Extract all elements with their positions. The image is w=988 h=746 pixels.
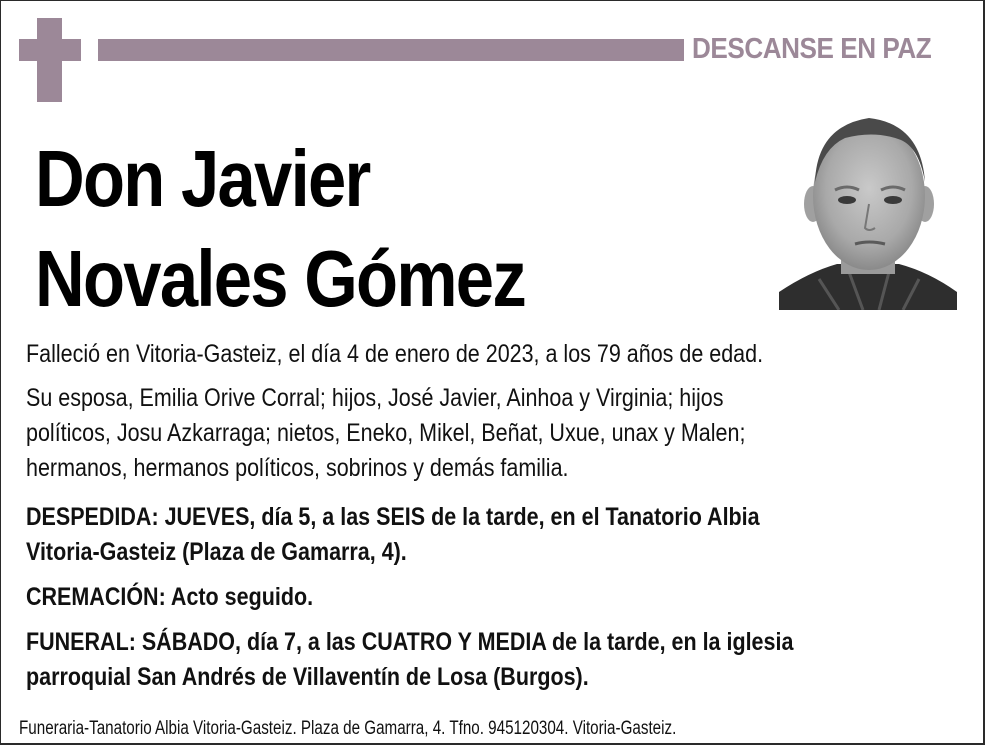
- funeral-line: FUNERAL: SÁBADO, día 7, a las CUATRO Y MEDIA de la tarde, en la iglesia: [26, 628, 794, 656]
- family-line: hermanos, hermanos políticos, sobrinos y demás familia.: [26, 454, 569, 482]
- rest-in-peace-title: DESCANSE EN PAZ: [692, 33, 932, 65]
- header-rule: [98, 39, 684, 61]
- name-line-1: Don Javier: [35, 134, 370, 223]
- death-notice: Falleció en Vitoria-Gasteiz, el día 4 de enero de 2023, a los 79 años de edad.: [26, 340, 764, 368]
- funeral-home-footer: Funeraria-Tanatorio Albia Vitoria-Gasteiz. Plaza de Gamarra, 4. Tfno. 945120304. Vitoria-Gasteiz.: [19, 718, 677, 739]
- family-line: Su esposa, Emilia Orive Corral; hijos, José Javier, Ainhoa y Virginia; hijos: [26, 384, 724, 412]
- cross-icon-horizontal: [19, 39, 81, 61]
- funeral-info: [26, 625, 938, 695]
- family-list: [26, 381, 938, 486]
- family-line: políticos, Josu Azkarraga; nietos, Eneko, Mikel, Beñat, Uxue, unax y Malen;: [26, 419, 746, 447]
- farewell-line: DESPEDIDA: JUEVES, día 5, a las SEIS de la tarde, en el Tanatorio Albia: [26, 503, 760, 531]
- funeral-line: parroquial San Andrés de Villaventín de Losa (Burgos).: [26, 663, 589, 691]
- farewell-info: [26, 500, 938, 570]
- farewell-line: Vitoria-Gasteiz (Plaza de Gamarra, 4).: [26, 538, 407, 566]
- name-line-2: Novales Gómez: [35, 234, 526, 323]
- deceased-name: [35, 129, 525, 329]
- cremation-info: CREMACIÓN: Acto seguido.: [26, 583, 314, 611]
- portrait-photo: [779, 104, 957, 310]
- portrait-icon: [779, 104, 957, 310]
